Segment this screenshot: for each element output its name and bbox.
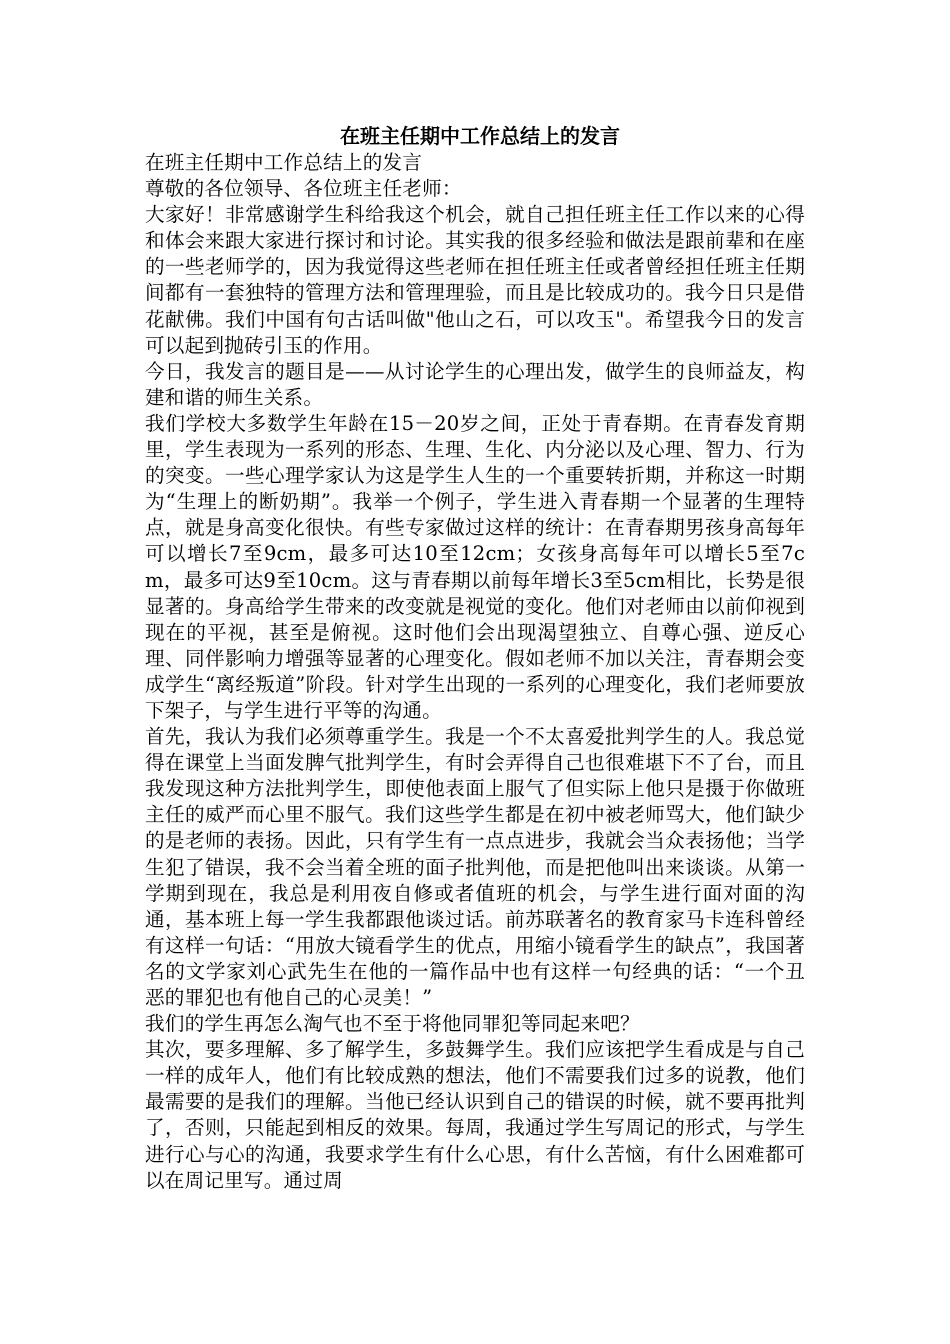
paragraph-understand-students: 其次，要多理解、多了解学生，多鼓舞学生。我们应该把学生看成是与自己一样的成年人，他们有比较成熟的想法，他们不需要我们过多的说教，他们最需要的是我们的理解。当他已经认识到自己的错误的时候，就不要再批判了，否则，只能起到相反的效果。每周，我通过学生写周记的形式，与学生进行心与心的沟通，我要求学生有什么心思，有什么苦恼，有什么困难都可以在周记里写。通过周 [145,1038,805,1192]
document-title: 在班主任期中工作总结上的发言 [340,124,620,148]
paragraph-adolescence: 我们学校大多数学生年龄在15－20岁之间，正处于青春期。在青春发育期里，学生表现为一系列的形态、生理、生化、内分泌以及心理、智力、行为的突变。一些心理学家认为这是学生人生的一个重要转折期，并称这一时期为“生理上的断奶期”。我举一个例子，学生进入青春期一个显著的生理特点，就是身高变化很快。有些专家做过这样的统计：在青春期男孩身高每年可以增长7至9cm，最多可达10至12cm；女孩身高每年可以增长5至7cm，最多可达9至10cm。这与青春期以前每年增长3至5cm相比，长势是很显著的。身高给学生带来的改变就是视觉的变化。他们对老师由以前仰视到现在的平视，甚至是俯视。这时他们会出现渴望独立、自尊心强、逆反心理、同伴影响力增强等显著的心理变化。假如老师不加以关注，青春期会变成学生“离经叛道”阶段。针对学生出现的一系列的心理变化，我们老师要放下架子，与学生进行平等的沟通。 [145,411,805,722]
paragraph-respect-students: 首先，我认为我们必须尊重学生。我是一个不太喜爱批判学生的人。我总觉得在课堂上当面发脾气批判学生，有时会弄得自己也很难堪下不了台，而且我发现这种方法批判学生，即使他表面上服气了但实际上他只是摄于你做班主任的威严而心里不服气。我们这些学生都是在初中被老师骂大，他们缺少的是老师的表扬。因此，只有学生有一点点进步，我就会当众表扬他；当学生犯了错误，我不会当着全班的面子批判他，而是把他叫出来谈谈。从第一学期到现在，我总是利用夜自修或者值班的机会，与学生进行面对面的沟通，基本班上每一学生我都跟他谈过话。前苏联著名的教育家马卡连科曾经有这样一句话：“用放大镜看学生的优点，用缩小镜看学生的缺点”，我国著名的文学家刘心武先生在他的一篇作品中也有这样一句经典的话：“一个丑恶的罪犯也有他自己的心灵美！” [145,725,805,1009]
paragraph-topic: 今日，我发言的题目是——从讨论学生的心理出发，做学生的良师益友，构建和谐的师生关系。 [145,359,805,409]
paragraph-salutation: 尊敬的各位领导、各位班主任老师： [145,177,462,201]
document-page [145,122,805,1194]
paragraph-question: 我们的学生再怎么淘气也不至于将他同罪犯等同起来吧？ [145,1012,640,1036]
paragraph-opening: 大家好！非常感谢学生科给我这个机会，就自己担任班主任工作以来的心得和体会来跟大家进行探讨和讨论。其实我的很多经验和做法是跟前辈和在座的一些老师学的，因为我觉得这些老师在担任班主任或者曾经担任班主任期间都有一套独特的管理方法和管理理验，而且是比较成功的。我今日只是借花献佛。我们中国有句古话叫做"他山之石，可以攻玉"。希望我今日的发言可以起到抛砖引玉的作用。 [145,203,805,357]
paragraph-subtitle: 在班主任期中工作总结上的发言 [145,151,423,174]
